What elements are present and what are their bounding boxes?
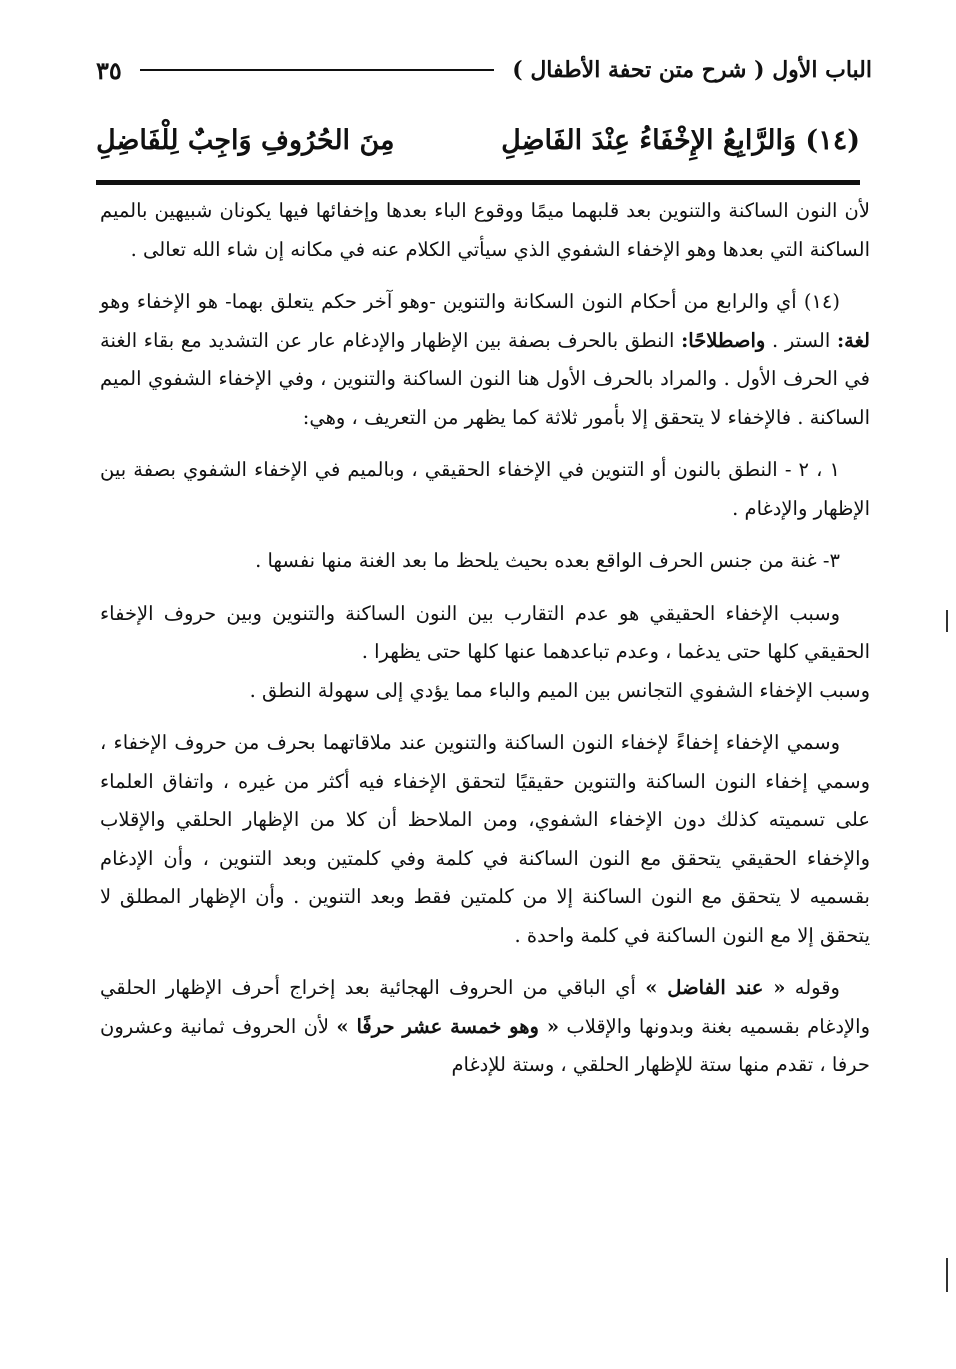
paragraph-5b: وسبب الإخفاء الشفوي التجانس بين الميم والباء مما يؤدي إلى سهولة النطق . bbox=[249, 678, 870, 702]
paragraph-6: وسمي الإخفاء إخفاءً لإخفاء النون الساكنة والتنوين عند ملاقاتهما بحرف من حروف الإخفاء ، وسمي إخفاء النون الساكنة والتنوين حقيقيًا لتحقق الإخفاء فيه أكثر من غيره ، واتفاق العلماء على تسميته كذلك دون الإخفاء الشفوي، ومن الملاحظ أن كلا من الإظهار الحلقي والإقلاب والإخفاء الحقيقي يتحقق مع النون الساكنة في كلمة وفي كلمتين وبعد التنوين ، وأن الإدغام بقسميه لا يتحقق مع النون الساكنة إلا من كلمتين فقط وبعد التنوين . وأن الإظهار المطلق لا يتحقق إلا مع النون الساكنة في كلمة واحدة . bbox=[100, 731, 870, 947]
term-istilah: واصطلاحًا: bbox=[681, 328, 766, 352]
paragraph-2-part-b: الستر . bbox=[765, 328, 837, 352]
page-number: ٣٥ bbox=[96, 55, 122, 85]
paragraph-2 bbox=[100, 283, 870, 437]
paragraph-7-part-c: لأن الحروف ثمانية وعشرون حرفا ، تقدم منها ستة للإظهار الحلقي ، وستة للإدغام bbox=[100, 1014, 870, 1076]
commentary-body bbox=[100, 192, 870, 1099]
paragraph-1: لأن النون الساكنة والتنوين بعد قلبهما ميمًا ووقوع الباء بعدها وإخفائها فيها يكونان شبيهين بالميم الساكنة التي بعدها وهو الإخفاء الشفوي الذي سيأتي الكلام عنه في مكانه إن شاء الله تعالى . bbox=[100, 199, 870, 261]
verse-first-hemistich bbox=[501, 125, 860, 156]
paragraph-5a: وسبب الإخفاء الحقيقي هو عدم التقارب بين النون الساكنة والتنوين وبين حروف الإخفاء الحقيقي كلها حتى يدغما ، وعدم تباعدهما عنها كلها حتى يظهرا . bbox=[100, 601, 870, 663]
scan-edge-mark bbox=[946, 610, 948, 632]
paragraph-7-part-b: أي الباقي من الحروف الهجائية بعد إخراج أحرف الإظهار الحلقي والإدغام بقسميه بغنة وبدونها والإقلاب bbox=[100, 976, 870, 1038]
paragraph-2-part-c: النطق بالحرف بصفة بين الإظهار والإدغام عار عن التشديد مع بقاء الغنة في الحرف الأول . والمراد بالحرف الأول هنا النون الساكنة والتنوين ، وفي الإخفاء الشفوي الميم الساكنة . فالإخفاء لا يتحقق إلا بأمور ثلاثة كما يظهر من التعريف ، وهي: bbox=[100, 328, 870, 429]
quote-khamsat-ashar: « وهو خمسة عشر حرفًا » bbox=[336, 1014, 560, 1038]
paragraph-4: ٣- غنة من جنس الحرف الواقع بعده بحيث يلحظ ما بعد الغنة منها نفسها . bbox=[255, 549, 840, 572]
chapter-title: الباب الأول ( شرح متن تحفة الأطفال ) bbox=[512, 57, 872, 83]
running-header bbox=[96, 52, 872, 88]
verse-divider bbox=[96, 180, 860, 185]
scan-edge-mark bbox=[946, 1258, 948, 1292]
header-rule bbox=[140, 69, 494, 71]
verse-line bbox=[96, 112, 860, 168]
verse-number: (١٤) bbox=[805, 124, 860, 156]
paragraph-7-part-a: وقوله bbox=[785, 976, 840, 999]
paragraph-3: ١ ، ٢ - النطق بالنون أو التنوين في الإخفاء الحقيقي ، وبالميم في الإخفاء الشفوي بصفة بين الإظهار والإدغام . bbox=[100, 458, 870, 520]
verse-first-hemistich-text: وَالرَّابِعُ الإِخْفَاءُ عِنْدَ الفَاضِلِ bbox=[501, 124, 797, 156]
quote-indal-fadil: « عند الفاضل » bbox=[645, 976, 786, 999]
paragraph-2-part-a: (١٤) أي والرابع من أحكام النون السكانة والتنوين -وهو آخر حكم يتعلق بهما- هو الإخفاء وهو bbox=[100, 290, 840, 313]
paragraph-7 bbox=[100, 969, 870, 1085]
verse-second-hemistich: مِنَ الحُرُوفِ وَاجِبٌ لِلْفَاضِلِ bbox=[96, 124, 395, 156]
term-lugha: لغة: bbox=[836, 328, 870, 352]
